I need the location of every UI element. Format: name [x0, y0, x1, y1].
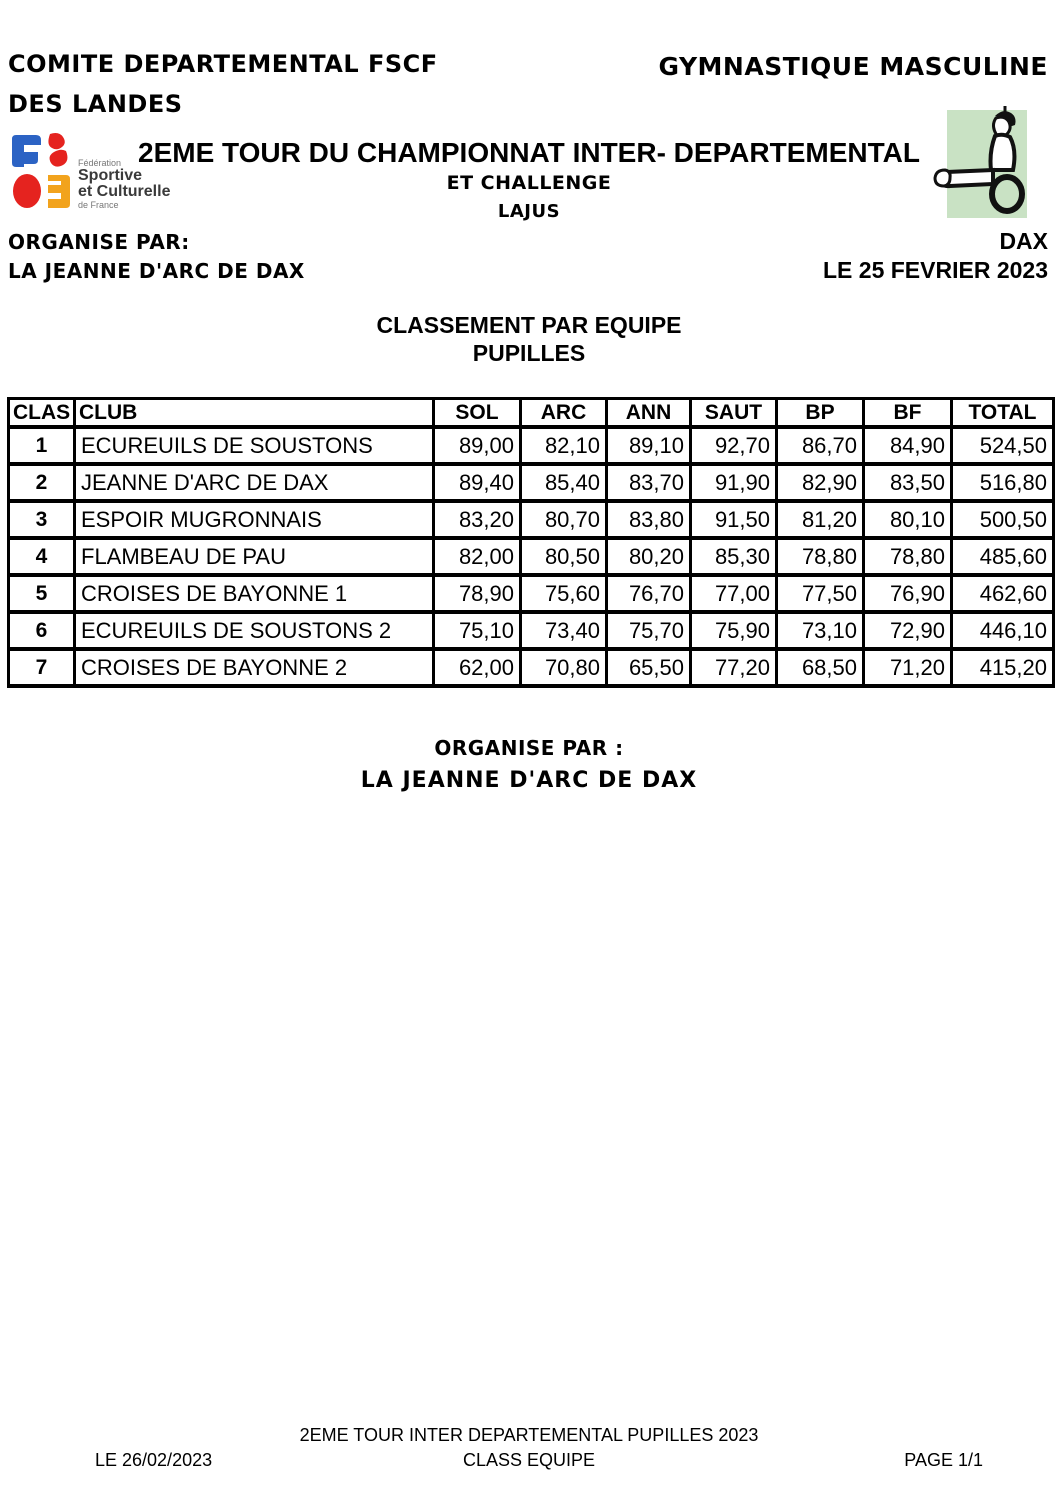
column-header-sol: SOL [434, 399, 521, 428]
score-cell: 75,60 [521, 575, 607, 612]
logo-culturelle: et Culturelle [78, 183, 171, 201]
results-body [9, 427, 1054, 686]
score-cell: 85,30 [691, 538, 777, 575]
score-cell: 446,10 [952, 612, 1054, 649]
section-subtitle: PUPILLES [472, 340, 586, 366]
committee-line2: DES LANDES [8, 90, 183, 118]
place: DAX [999, 228, 1048, 254]
table-row [9, 464, 1054, 501]
score-cell: 62,00 [434, 649, 521, 686]
score-cell: 83,80 [607, 501, 691, 538]
score-cell: 78,80 [777, 538, 864, 575]
score-cell: 82,10 [521, 427, 607, 464]
column-header-clas: CLAS [9, 399, 75, 428]
score-cell: 77,20 [691, 649, 777, 686]
table-row [9, 538, 1054, 575]
score-cell: 81,20 [777, 501, 864, 538]
club-cell: ESPOIR MUGRONNAIS [75, 501, 434, 538]
score-cell: 500,50 [952, 501, 1054, 538]
rank-cell: 7 [9, 649, 75, 686]
score-cell: 78,90 [434, 575, 521, 612]
results-header-row [9, 399, 1054, 428]
table-row [9, 612, 1054, 649]
rank-cell: 6 [9, 612, 75, 649]
score-cell: 77,50 [777, 575, 864, 612]
score-cell: 80,50 [521, 538, 607, 575]
table-row [9, 501, 1054, 538]
column-header-ann: ANN [607, 399, 691, 428]
footer-page-number: PAGE 1/1 [904, 1450, 983, 1470]
table-row [9, 649, 1054, 686]
score-cell: 89,00 [434, 427, 521, 464]
score-cell: 86,70 [777, 427, 864, 464]
organise-label: ORGANISE PAR: [8, 230, 190, 254]
score-cell: 84,90 [864, 427, 952, 464]
score-cell: 78,80 [864, 538, 952, 575]
score-cell: 70,80 [521, 649, 607, 686]
column-header-bf: BF [864, 399, 952, 428]
section-title: CLASSEMENT PAR EQUIPE [376, 312, 682, 338]
score-cell: 89,10 [607, 427, 691, 464]
column-header-saut: SAUT [691, 399, 777, 428]
results-header [9, 399, 1054, 428]
event-subtitle-lajus: LAJUS [497, 201, 561, 222]
score-cell: 71,20 [864, 649, 952, 686]
score-cell: 82,00 [434, 538, 521, 575]
table-row [9, 575, 1054, 612]
rank-cell: 5 [9, 575, 75, 612]
column-header-total: TOTAL [952, 399, 1054, 428]
event-title: 2EME TOUR DU CHAMPIONNAT INTER- DEPARTEMENTAL [138, 137, 920, 168]
column-header-arc: ARC [521, 399, 607, 428]
score-cell: 75,90 [691, 612, 777, 649]
footer-event-line: 2EME TOUR INTER DEPARTEMENTAL PUPILLES 2023 [299, 1425, 759, 1445]
score-cell: 415,20 [952, 649, 1054, 686]
results-table [7, 397, 1055, 688]
rank-cell: 1 [9, 427, 75, 464]
score-cell: 83,50 [864, 464, 952, 501]
column-header-bp: BP [777, 399, 864, 428]
score-cell: 485,60 [952, 538, 1054, 575]
logo-sportive: Sportive [78, 167, 143, 185]
organise-footer-label: ORGANISE PAR : [434, 736, 624, 760]
rank-cell: 2 [9, 464, 75, 501]
club-cell: CROISES DE BAYONNE 2 [75, 649, 434, 686]
score-cell: 89,40 [434, 464, 521, 501]
score-cell: 462,60 [952, 575, 1054, 612]
logo-france: de France [78, 199, 119, 210]
score-cell: 76,70 [607, 575, 691, 612]
score-cell: 65,50 [607, 649, 691, 686]
score-cell: 83,70 [607, 464, 691, 501]
score-cell: 85,40 [521, 464, 607, 501]
logo-federation: Fédération [78, 158, 122, 168]
score-cell: 80,70 [521, 501, 607, 538]
gymnast-illustration [933, 106, 1041, 230]
score-cell: 91,50 [691, 501, 777, 538]
committee-line1: COMITE DEPARTEMENTAL FSCF [8, 50, 438, 78]
score-cell: 76,90 [864, 575, 952, 612]
score-cell: 83,20 [434, 501, 521, 538]
rank-cell: 4 [9, 538, 75, 575]
score-cell: 77,00 [691, 575, 777, 612]
score-cell: 72,90 [864, 612, 952, 649]
footer-class-line: CLASS EQUIPE [462, 1450, 596, 1470]
organise-footer-value: LA JEANNE D'ARC DE DAX [360, 768, 698, 793]
score-cell: 75,70 [607, 612, 691, 649]
score-cell: 75,10 [434, 612, 521, 649]
date: LE 25 FEVRIER 2023 [823, 257, 1048, 283]
score-cell: 82,90 [777, 464, 864, 501]
gymnast-rings-icon [933, 106, 1041, 230]
rank-cell: 3 [9, 501, 75, 538]
score-cell: 80,20 [607, 538, 691, 575]
discipline-title: GYMNASTIQUE MASCULINE [658, 52, 1048, 81]
score-cell: 524,50 [952, 427, 1054, 464]
footer-date: LE 26/02/2023 [95, 1450, 213, 1470]
score-cell: 68,50 [777, 649, 864, 686]
score-cell: 73,10 [777, 612, 864, 649]
score-cell: 91,90 [691, 464, 777, 501]
club-cell: ECUREUILS DE SOUSTONS 2 [75, 612, 434, 649]
score-cell: 73,40 [521, 612, 607, 649]
score-cell: 92,70 [691, 427, 777, 464]
table-row [9, 427, 1054, 464]
club-cell: ECUREUILS DE SOUSTONS [75, 427, 434, 464]
club-cell: CROISES DE BAYONNE 1 [75, 575, 434, 612]
score-cell: 80,10 [864, 501, 952, 538]
organise-value: LA JEANNE D'ARC DE DAX [8, 259, 305, 283]
score-cell: 516,80 [952, 464, 1054, 501]
club-cell: JEANNE D'ARC DE DAX [75, 464, 434, 501]
event-subtitle-challenge: ET CHALLENGE [446, 172, 612, 194]
club-cell: FLAMBEAU DE PAU [75, 538, 434, 575]
column-header-club: CLUB [75, 399, 434, 428]
